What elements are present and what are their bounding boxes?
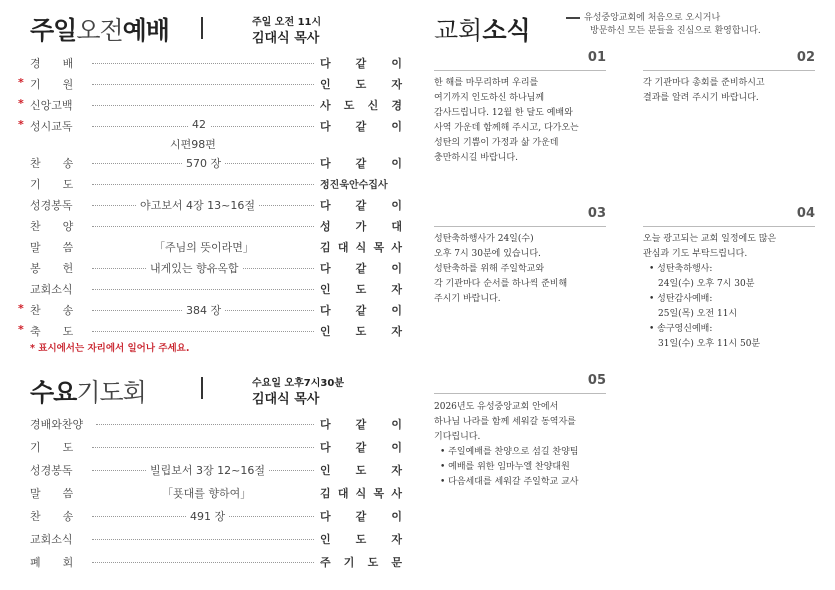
news-item: [434, 232, 614, 307]
order-row: [30, 136, 402, 155]
order-label: 폐 회: [30, 556, 74, 569]
wednesday-time: 수요일 오후7시30분: [252, 378, 344, 389]
news-bullet: • 성탄감사예배:: [649, 294, 713, 304]
news-number-header: [643, 50, 815, 71]
news-line: 2026년도 유성중앙교회 안에서: [434, 402, 559, 412]
news-line: 오후 7시 30분에 있습니다.: [434, 249, 541, 259]
sunday-title: [30, 11, 169, 47]
welcome-line: 유성중앙교회에 처음으로 오시거나: [584, 13, 721, 23]
order-row: [30, 554, 402, 573]
order-detail: 42: [188, 118, 210, 131]
news-line: 성탄축하를 위해 주일학교와: [434, 264, 545, 274]
order-detail: 570 장: [182, 155, 225, 171]
order-row: [30, 176, 402, 195]
order-label: 기 도: [30, 178, 74, 191]
news-item: [434, 400, 614, 490]
news-number: 04: [796, 206, 815, 221]
order-label: 교회소식: [30, 533, 73, 546]
sunday-title-part1: 주일: [30, 16, 77, 45]
order-detail: 384 장: [182, 302, 225, 318]
dot-leader: [92, 63, 314, 64]
dot-leader: [96, 424, 314, 425]
order-label: 교회소식: [30, 283, 73, 296]
order-row: [18, 118, 402, 137]
news-line: 기다립니다.: [434, 432, 481, 442]
dot-leader: [92, 562, 314, 563]
stand-marker: *: [18, 118, 24, 131]
sunday-time: 주일 오전 11시: [252, 17, 322, 28]
news-bullet: • 송구영신예배:: [649, 324, 713, 334]
order-leader: 김 대 식 목 사: [320, 241, 402, 254]
order-row: [30, 439, 402, 458]
dot-leader: [92, 184, 314, 185]
order-row: [30, 239, 402, 258]
news-line: 감사드립니다. 12월 한 달도 예배와: [434, 108, 573, 118]
dot-leader: [92, 447, 314, 448]
order-label: 찬 양: [30, 220, 74, 233]
order-leader: 김 대 식 목 사: [320, 487, 402, 500]
standing-note: * 표시에서는 자리에서 일어나 주세요.: [30, 343, 190, 354]
news-line: 충만하시길 바랍니다.: [434, 153, 518, 163]
order-leader: 다 같 이: [320, 418, 402, 431]
news-line: 각 기관마다 순서를 하나씩 준비해: [434, 279, 568, 289]
news-title: [434, 11, 531, 47]
news-number: 03: [587, 206, 606, 221]
dash-mark: [566, 17, 580, 19]
order-row: [30, 55, 402, 74]
news-line: 각 기관마다 총회를 준비하시고: [643, 78, 765, 88]
news-bullet: • 다음세대를 세워갈 주일학교 교사: [440, 477, 579, 487]
dot-leader: [92, 226, 314, 227]
news-line: 관심과 기도 부탁드립니다.: [643, 249, 748, 259]
dot-leader: [92, 539, 314, 540]
news-bullet: 24일(수) 오후 7시 30분: [649, 279, 755, 289]
news-line: 한 해를 마무리하며 우리를: [434, 78, 539, 88]
order-leader: 다 같 이: [320, 510, 402, 523]
wednesday-title-part2: 기도회: [76, 378, 146, 407]
order-detail: 491 장: [186, 508, 229, 524]
wednesday-pastor: 김대식 목사: [252, 392, 320, 407]
news-item: [643, 76, 823, 106]
order-label: 봉 헌: [30, 262, 74, 275]
order-label: 성경봉독: [30, 199, 73, 212]
order-row: [18, 97, 402, 116]
order-label: 축 도: [30, 325, 74, 338]
news-bullet: • 예배를 위한 임마누엘 찬양대원: [440, 462, 570, 472]
welcome-note: [566, 12, 761, 38]
order-leader: 다 같 이: [320, 157, 402, 170]
order-leader: 인 도 자: [320, 464, 402, 477]
order-detail: 「주님의 뜻이라면」: [150, 239, 258, 255]
order-row: [30, 508, 402, 527]
order-leader: 정진욱안수집사: [320, 180, 388, 191]
news-line: 주시기 바랍니다.: [434, 294, 501, 304]
title-divider: [201, 17, 203, 39]
order-label: 찬 송: [30, 157, 74, 170]
dot-leader: [92, 105, 314, 106]
news-number: 05: [587, 373, 606, 388]
order-row: [30, 416, 402, 435]
order-label: 말 씀: [30, 241, 74, 254]
order-leader: 다 같 이: [320, 304, 402, 317]
order-label: 기 도: [30, 441, 74, 454]
news-line: 오늘 광고되는 교회 일정에도 많은: [643, 234, 777, 244]
order-detail: 시편98편: [170, 138, 216, 151]
order-label: 성시교독: [30, 120, 73, 133]
order-label: 찬 송: [30, 510, 74, 523]
news-number: 01: [587, 50, 606, 65]
stand-marker: *: [18, 76, 24, 89]
sunday-title-part2: 오전: [76, 16, 123, 45]
sunday-title-part3: 예배: [122, 16, 169, 45]
order-row: [30, 197, 402, 216]
order-leader: 다 같 이: [320, 120, 402, 133]
stand-marker: *: [18, 97, 24, 110]
order-leader: 인 도 자: [320, 78, 402, 91]
news-bullet: • 주일예배를 찬양으로 섬길 찬양팀: [440, 447, 579, 457]
stand-marker: *: [18, 323, 24, 336]
order-row: [30, 260, 402, 279]
order-row: [30, 531, 402, 550]
order-leader: 인 도 자: [320, 533, 402, 546]
title-divider: [201, 377, 203, 399]
order-leader: 주 기 도 문: [320, 556, 402, 569]
order-row: [30, 218, 402, 237]
order-row: [30, 462, 402, 481]
news-bullet: 31일(수) 오후 11시 50분: [649, 339, 761, 349]
news-title-part2: 소식: [482, 16, 531, 45]
news-title-part1: 교회: [434, 16, 483, 45]
news-bullet: • 성탄축하행사:: [649, 264, 713, 274]
news-line: 하나님 나라를 함께 세워갈 동역자를: [434, 417, 576, 427]
order-row: [30, 485, 402, 504]
news-line: 여기까지 인도하신 하나님께: [434, 93, 545, 103]
news-line: 성탄의 기쁨이 가정과 삶 가운데: [434, 138, 559, 148]
order-leader: 다 같 이: [320, 199, 402, 212]
sunday-pastor: 김대식 목사: [252, 31, 320, 46]
dot-leader: [92, 331, 314, 332]
order-label: 말 씀: [30, 487, 74, 500]
order-label: 경 배: [30, 57, 74, 70]
order-row: [18, 76, 402, 95]
dot-leader: [92, 84, 314, 85]
news-number-header: [434, 50, 606, 71]
welcome-line: 방문하신 모든 분들을 진심으로 환영합니다.: [590, 26, 761, 36]
order-row: [30, 281, 402, 300]
wednesday-title: [30, 373, 146, 409]
order-label: 성경봉독: [30, 464, 73, 477]
order-label: 찬 송: [30, 304, 74, 317]
order-leader: 다 같 이: [320, 57, 402, 70]
news-number-header: [643, 206, 815, 227]
order-label: 경배와찬양: [30, 418, 84, 431]
order-leader: 인 도 자: [320, 325, 402, 338]
order-label: 신앙고백: [30, 99, 73, 112]
order-label: 기 원: [30, 78, 74, 91]
order-leader: 인 도 자: [320, 283, 402, 296]
order-leader: 성 가 대: [320, 220, 402, 233]
order-leader: 사 도 신 경: [320, 99, 402, 112]
order-detail: 「푯대를 향하여」: [158, 485, 255, 501]
order-detail: 야고보서 4장 13~16절: [136, 197, 259, 213]
news-line: 성탄축하행사가 24일(수): [434, 234, 534, 244]
order-detail: 빌립보서 3장 12~16절: [146, 462, 269, 478]
wednesday-title-part1: 수요: [30, 378, 77, 407]
news-line: 사역 가운데 함께해 주시고, 다가오는: [434, 123, 579, 133]
news-number: 02: [796, 50, 815, 65]
dot-leader: [92, 289, 314, 290]
stand-marker: *: [18, 302, 24, 315]
news-number-header: [434, 206, 606, 227]
order-detail: 내게있는 향유옥합: [146, 260, 243, 276]
order-leader: 다 같 이: [320, 441, 402, 454]
news-item: [643, 232, 823, 352]
order-leader: 다 같 이: [320, 262, 402, 275]
news-bullet: 25일(목) 오전 11시: [649, 309, 738, 319]
order-row: [30, 155, 402, 174]
news-item: [434, 76, 614, 166]
news-line: 결과를 알려 주시기 바랍니다.: [643, 93, 759, 103]
order-row: [18, 302, 402, 321]
news-number-header: [434, 373, 606, 394]
